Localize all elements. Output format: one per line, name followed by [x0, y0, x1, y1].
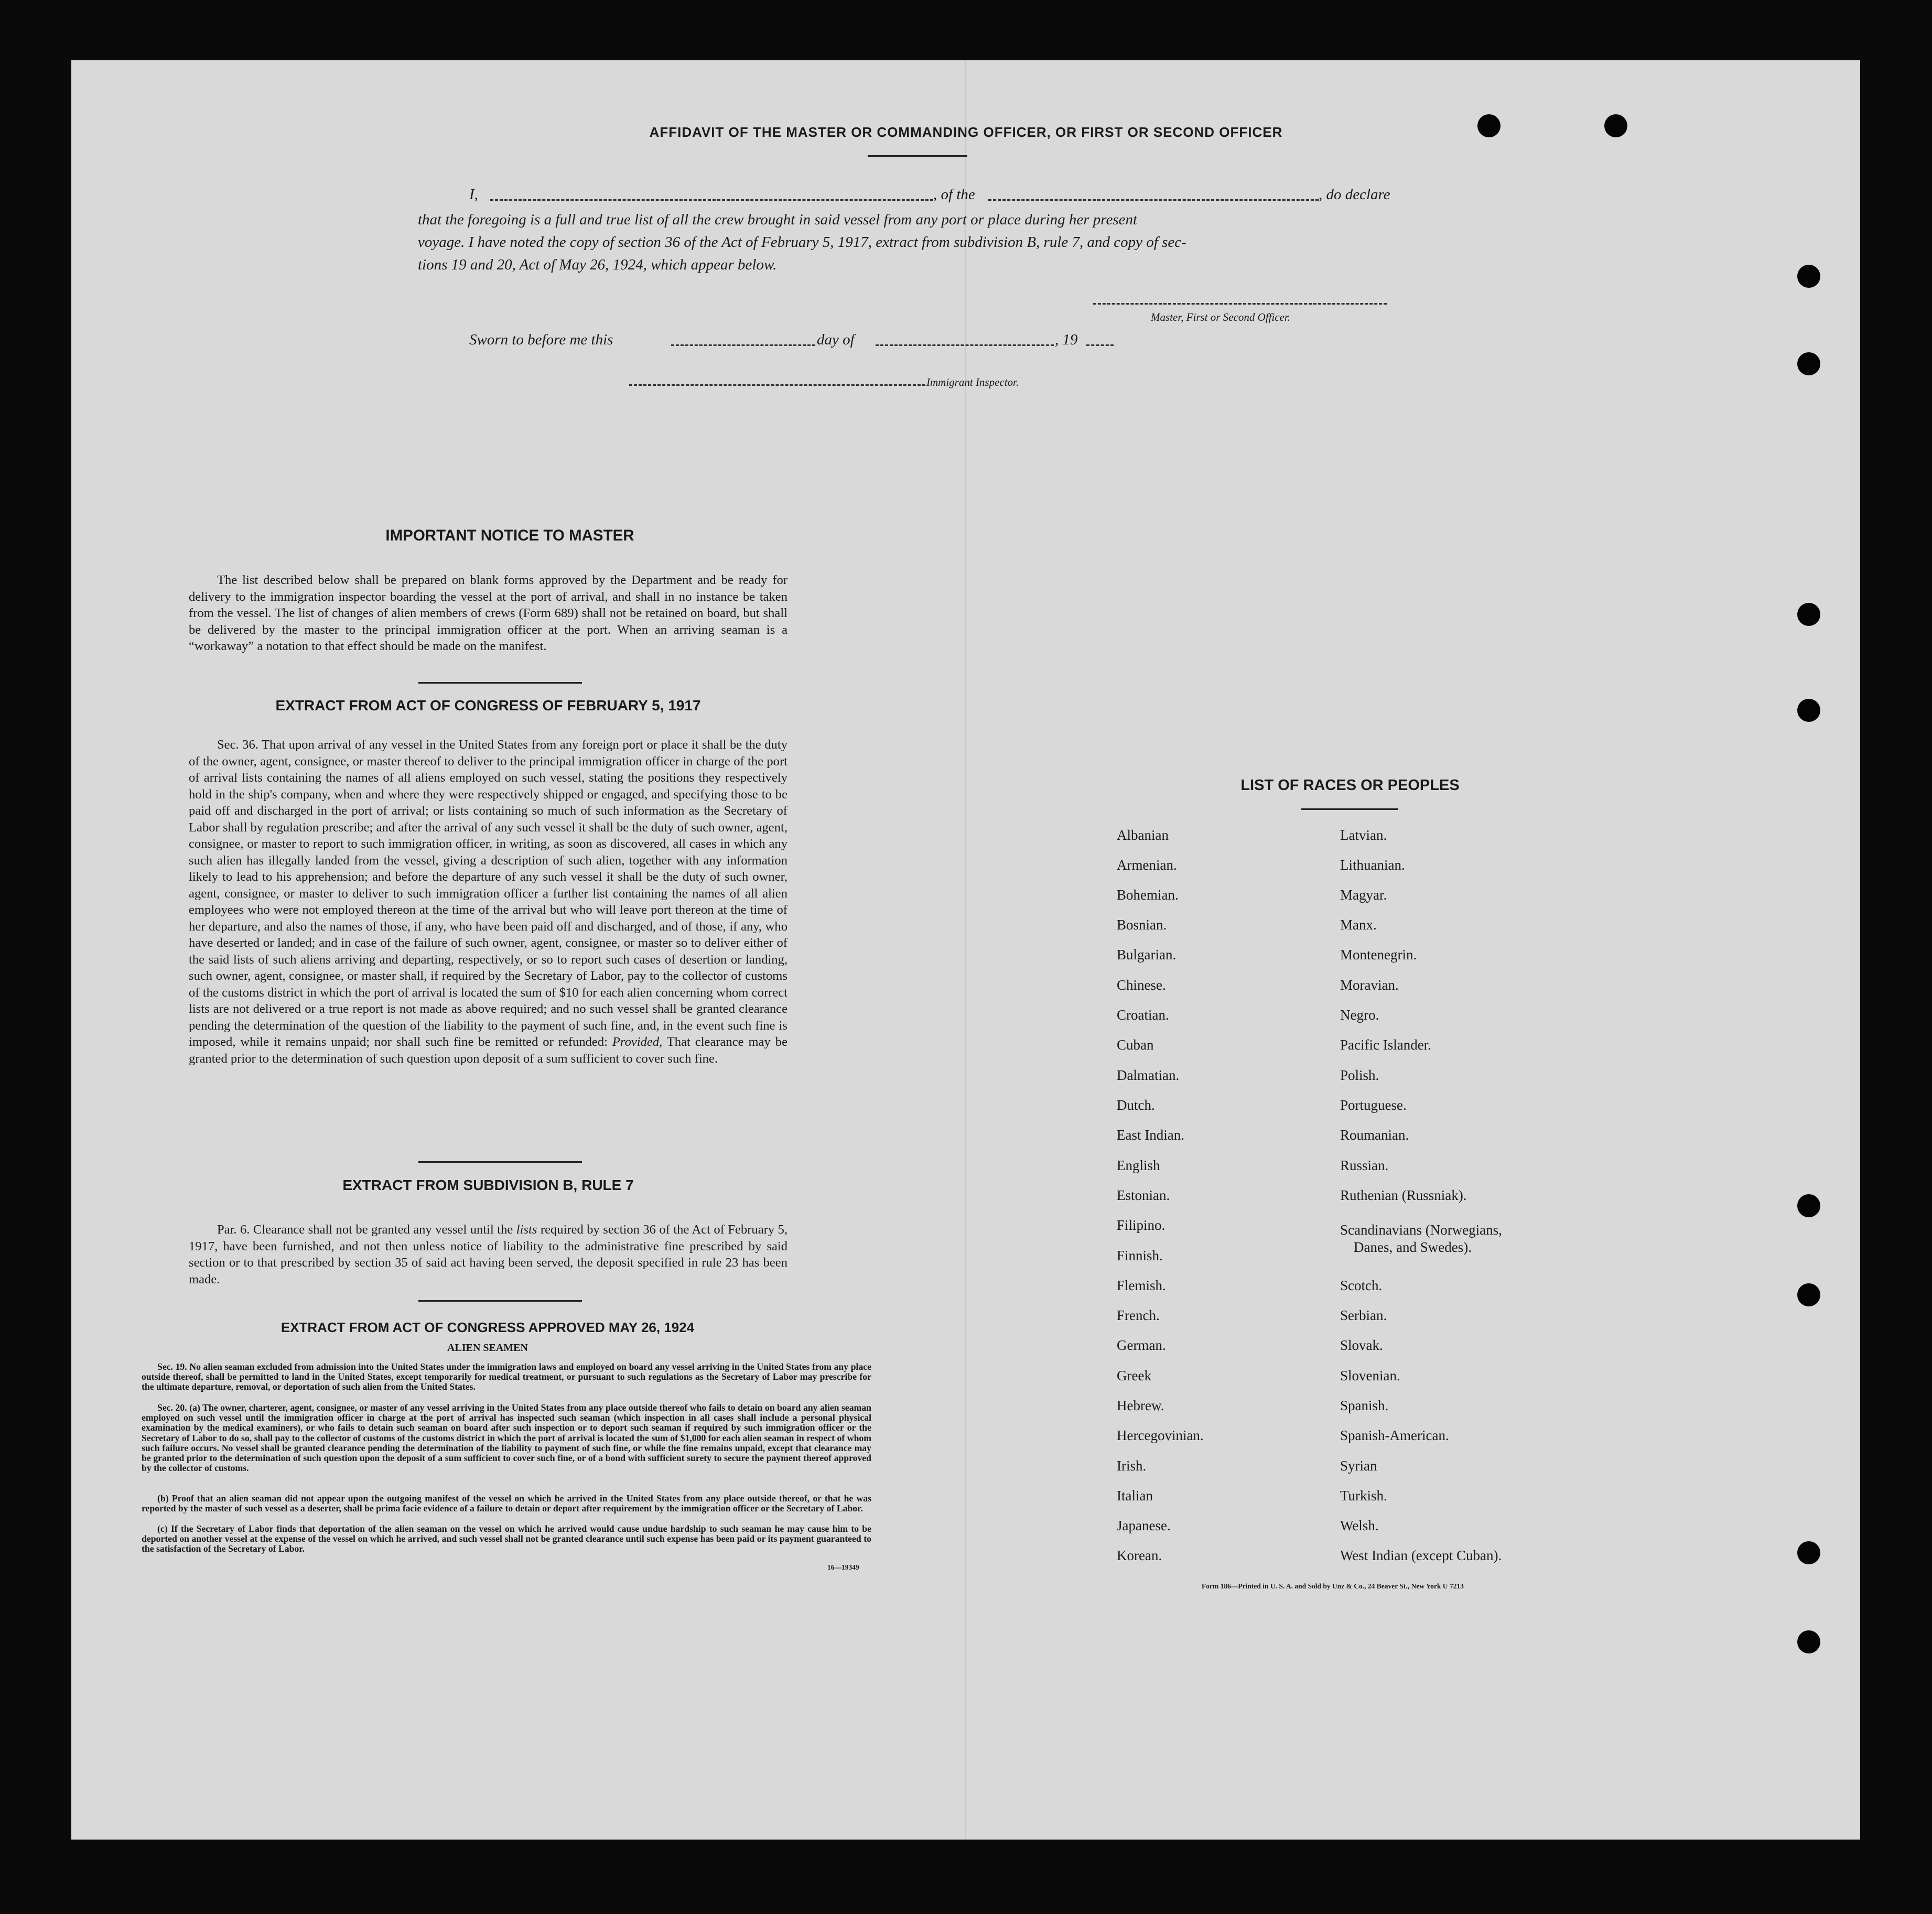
- race-item: Bosnian.: [1117, 917, 1167, 933]
- affidavit-of-the: , of the: [933, 186, 975, 203]
- race-item: Hercegovinian.: [1117, 1428, 1204, 1443]
- race-item: East Indian.: [1117, 1127, 1184, 1143]
- race-item: Albanian: [1117, 827, 1169, 843]
- affidavit-title: AFFIDAVIT OF THE MASTER OR COMMANDING OFFICER, OR FIRST OR SECOND OFFICER: [649, 124, 1283, 140]
- rule-7-body: [189, 1221, 787, 1288]
- race-item: Italian: [1117, 1488, 1153, 1504]
- extract-1924-heading: EXTRACT FROM ACT OF CONGRESS APPROVED MAY 26, 1924: [280, 1320, 695, 1335]
- race-item: Roumanian.: [1340, 1127, 1409, 1143]
- race-item: Finnish.: [1117, 1248, 1163, 1263]
- sworn-month-field[interactable]: [876, 344, 1054, 346]
- punch-hole-icon: [1797, 1283, 1820, 1306]
- sworn-text: Sworn to before me this: [469, 331, 613, 348]
- race-item: Dutch.: [1117, 1097, 1155, 1113]
- sec-20-label: Sec. 20.: [157, 1402, 187, 1413]
- punch-hole-icon: [1797, 1194, 1820, 1217]
- vessel-name-field[interactable]: [988, 199, 1319, 201]
- divider: [418, 682, 582, 684]
- sworn-year-field[interactable]: [1086, 344, 1114, 346]
- inspector-signature-field[interactable]: [629, 384, 925, 386]
- master-signature-label: Master, First or Second Officer.: [1151, 311, 1290, 323]
- race-item: Estonian.: [1117, 1187, 1170, 1203]
- race-item: Filipino.: [1117, 1217, 1165, 1233]
- races-heading: LIST OF RACES OR PEOPLES: [1240, 777, 1460, 794]
- race-item: Cuban: [1117, 1037, 1154, 1053]
- sec-36-text: That upon arrival of any vessel in the United States from any foreign port or place it shall be the duty of the owner, agent, consignee, or master thereof to deliver to the principal immigration officer in charge of the port of arrival lists containing the names of all aliens employed on such vessel, stating the positions they respectively hold in the ship's company, when and where they were respectively shipped or engaged, and specifying those to be paid off and discharged in the port of arrival; or lists containing so much of such information as the Secretary of Labor shall by regulation prescribe; and after the arrival of any such vessel it shall be the duty of such owner, agent, consignee, or master to report to such immigration officer, in writing, as soon as discovered, all cases in which any such alien has illegally landed from the vessel, giving a description of such alien, together with any information likely to lead to his apprehension; and before the departure of any such vessel it shall be the duty of such owner, agent, consignee, or master to deliver to such immigration officer a further list containing the names of all alien employees who were not employed thereon at the time of the arrival but who will leave port thereon at the time of her departure, and also the names of those, if any, who have been paid off and discharged, and of those, if any, who have deserted or landed; and in case of the failure of such owner, agent, consignee, or master so to deliver either of the said lists of such aliens arriving and departing, respectively, or so to report such cases of desertion or landing, such owner, agent, consignee, or master shall, if required by the Secretary of Labor, pay to the collector of customs of the customs district in which the port of arrival is located the sum of $10 for each alien concerning whom correct lists are not delivered or a true report is not made as above required; and no such vessel shall be granted clearance pending the determination of the question of the liability to the payment of such fine, and, in the event such fine is imposed, while it remains unpaid; nor shall such fine be remitted or refunded:: [189, 738, 787, 1049]
- race-item: Armenian.: [1117, 857, 1177, 873]
- rule-7-heading: EXTRACT FROM SUBDIVISION B, RULE 7: [342, 1177, 634, 1193]
- sec-36-label: Sec. 36.: [217, 738, 258, 752]
- race-item: Russian.: [1340, 1158, 1389, 1173]
- race-item: Croatian.: [1117, 1007, 1169, 1023]
- form-footer: Form 186—Printed in U. S. A. and Sold by Unz & Co., 24 Beaver St., New York U 7213: [1202, 1582, 1464, 1590]
- race-item: Dalmatian.: [1117, 1067, 1180, 1083]
- race-item: Welsh.: [1340, 1518, 1379, 1533]
- par-6-text-a: Clearance shall not be granted any vessel until the: [253, 1223, 513, 1237]
- sec-20a-text: [142, 1403, 871, 1473]
- punch-hole-icon: [1797, 603, 1820, 626]
- race-item: Slovak.: [1340, 1337, 1383, 1353]
- affidavit-i: I,: [469, 186, 478, 203]
- sworn-day-of: day of: [817, 331, 855, 348]
- race-item: Scandinavians (Norwegians,: [1340, 1222, 1502, 1238]
- race-item: Korean.: [1117, 1548, 1162, 1563]
- race-item: German.: [1117, 1337, 1166, 1353]
- affidavit-line-3: voyage. I have noted the copy of section 36 of the Act of February 5, 1917, extract from subdivision B, rule 7, and copy of sec-: [418, 234, 1186, 251]
- race-item: Spanish-American.: [1340, 1428, 1449, 1443]
- divider: [418, 1161, 582, 1163]
- race-item: English: [1117, 1158, 1160, 1173]
- extract-1917-body: [189, 737, 787, 1067]
- master-name-field[interactable]: [490, 199, 933, 201]
- print-code: 16—19349: [827, 1563, 859, 1571]
- notice-body: The list described below shall be prepared on blank forms approved by the Department and be ready for delivery to the immigration inspector boarding the vessel at the port of arrival, and shall in no instance be taken from the vessel. The list of changes of alien members of crews (Form 689) shall not be retained on board, but shall be delivered by the master to the principal immigration officer at the port. When an arriving seaman is a “workaway” a notation to that effect should be made on the manifest.: [189, 573, 787, 653]
- race-item: Irish.: [1117, 1458, 1147, 1474]
- race-item: Hebrew.: [1117, 1398, 1164, 1413]
- race-item: Lithuanian.: [1340, 857, 1405, 873]
- page-fold: [965, 60, 966, 1840]
- race-item: French.: [1117, 1307, 1160, 1323]
- punch-hole-icon: [1797, 352, 1820, 375]
- sec-19-text: [142, 1362, 871, 1392]
- provided-word: Provided,: [612, 1035, 663, 1049]
- sec-20c-text: (c) If the Secretary of Labor finds that deportation of the alien seaman on the vessel on which he arrived would cause undue hardship to such seaman he may cause him to be deported on another vessel at the expense of the vessel on which he arrived, and such vessel shall not be granted clearance until such expense has been paid or its payment guaranteed to the satisfaction of the Secretary of Labor.: [142, 1523, 871, 1554]
- sec-19-body: No alien seaman excluded from admission into the United States under the immigration laws and employed on board any vessel arriving in the United States from any place outside thereof, shall be permitted to land in the United States, except temporarily for medical treatment, or pursuant to such regulations as the Secretary of Labor may prescribe for the ultimate departure, removal, or deportation of such alien from the United States.: [142, 1361, 871, 1392]
- punch-hole-icon: [1797, 265, 1820, 288]
- race-item: West Indian (except Cuban).: [1340, 1548, 1502, 1563]
- race-item: Latvian.: [1340, 827, 1387, 843]
- race-item: Ruthenian (Russniak).: [1340, 1187, 1467, 1203]
- race-item: Japanese.: [1117, 1518, 1171, 1533]
- race-item: Syrian: [1340, 1458, 1377, 1474]
- sworn-day-field[interactable]: [671, 344, 815, 346]
- punch-hole-icon: [1797, 699, 1820, 722]
- race-item: Magyar.: [1340, 887, 1387, 903]
- race-item: Serbian.: [1340, 1307, 1387, 1323]
- affidavit-line-2: that the foregoing is a full and true list of all the crew brought in said vessel from any port or place during her present: [418, 211, 1138, 228]
- race-item: Bulgarian.: [1117, 947, 1177, 963]
- race-item: Pacific Islander.: [1340, 1037, 1431, 1053]
- extract-1917-heading: EXTRACT FROM ACT OF CONGRESS OF FEBRUARY 5, 1917: [275, 697, 701, 713]
- race-item: Negro.: [1340, 1007, 1379, 1023]
- alien-seamen-subheading: ALIEN SEAMEN: [447, 1342, 528, 1354]
- race-item: Montenegrin.: [1340, 947, 1417, 963]
- race-item: Danes, and Swedes).: [1354, 1239, 1472, 1255]
- divider: [868, 155, 967, 157]
- sec-20a-body: (a) The owner, charterer, agent, consignee, or master of any vessel arriving in the United States from any place outside thereof who fails to detain on board any alien seaman employed on such vessel until the immigration officer in charge at the port of arrival has inspected such seaman (which inspection in all cases shall include a personal physical examination by the medical examiners), or who fails to detain such seaman on board after such inspection or to deport such seaman if required by such immigration officer or the Secretary of Labor to do so, shall pay to the collector of customs of the customs district in which the port of arrival is located the sum of $1,000 for each alien seaman in respect of whom such failure occurs. No vessel shall be granted clearance pending the determination of the liability to payment of such fine, or while the fine remains unpaid, except that clearance may be granted prior to the determination of such question upon the deposit of a sum sufficient to cover such fine, or of a bond with sufficient surety to secure the payment thereof approved by the collector of customs.: [142, 1402, 872, 1474]
- race-item: Polish.: [1340, 1067, 1379, 1083]
- race-item: Scotch.: [1340, 1278, 1383, 1293]
- sec-36-text-end: That clearance may be granted prior to the determination of such question upon deposit of a sum sufficient to cover such fine.: [189, 1035, 787, 1066]
- race-item: Flemish.: [1117, 1278, 1166, 1293]
- par-6-text-b: required by section 36 of the Act of February 5, 1917, have been furnished, and not then unless notice of liability to the administrative fine prescribed by said section or to that prescribed by section 35 of said act having been served, the deposit specified in rule 23 has been made.: [189, 1223, 788, 1286]
- affidavit-line-4: tions 19 and 20, Act of May 26, 1924, which appear below.: [418, 256, 777, 273]
- race-item: Bohemian.: [1117, 887, 1179, 903]
- race-item: Portuguese.: [1340, 1097, 1407, 1113]
- divider: [418, 1300, 582, 1302]
- punch-hole-icon: [1797, 1630, 1820, 1653]
- sworn-year-prefix: , 19: [1055, 331, 1078, 348]
- divider: [1301, 808, 1398, 810]
- notice-heading: IMPORTANT NOTICE TO MASTER: [385, 527, 634, 544]
- race-item: Slovenian.: [1340, 1368, 1400, 1383]
- sec-20b-text: (b) Proof that an alien seaman did not appear upon the outgoing manifest of the vessel on which he arrived in the United States from any place outside thereof, or that he was reported by the master of such vessel as a deserter, shall be prima facie evidence of a failure to detain or deport after requirement by the immigration officer or the Secretary of Labor.: [142, 1493, 871, 1514]
- race-item: Greek: [1117, 1368, 1151, 1383]
- race-item: Chinese.: [1117, 977, 1166, 993]
- lists-word: lists: [516, 1223, 537, 1237]
- race-item: Moravian.: [1340, 977, 1399, 993]
- punch-hole-icon: [1797, 1541, 1820, 1564]
- race-item: Manx.: [1340, 917, 1377, 933]
- race-item: Spanish.: [1340, 1398, 1389, 1413]
- inspector-label: Immigrant Inspector.: [926, 376, 1019, 388]
- master-signature-field[interactable]: [1093, 303, 1387, 305]
- par-6-label: Par. 6.: [217, 1223, 250, 1237]
- race-item: Turkish.: [1340, 1488, 1387, 1504]
- sec-19-label: Sec. 19.: [157, 1361, 187, 1372]
- affidavit-declare: , do declare: [1319, 186, 1390, 203]
